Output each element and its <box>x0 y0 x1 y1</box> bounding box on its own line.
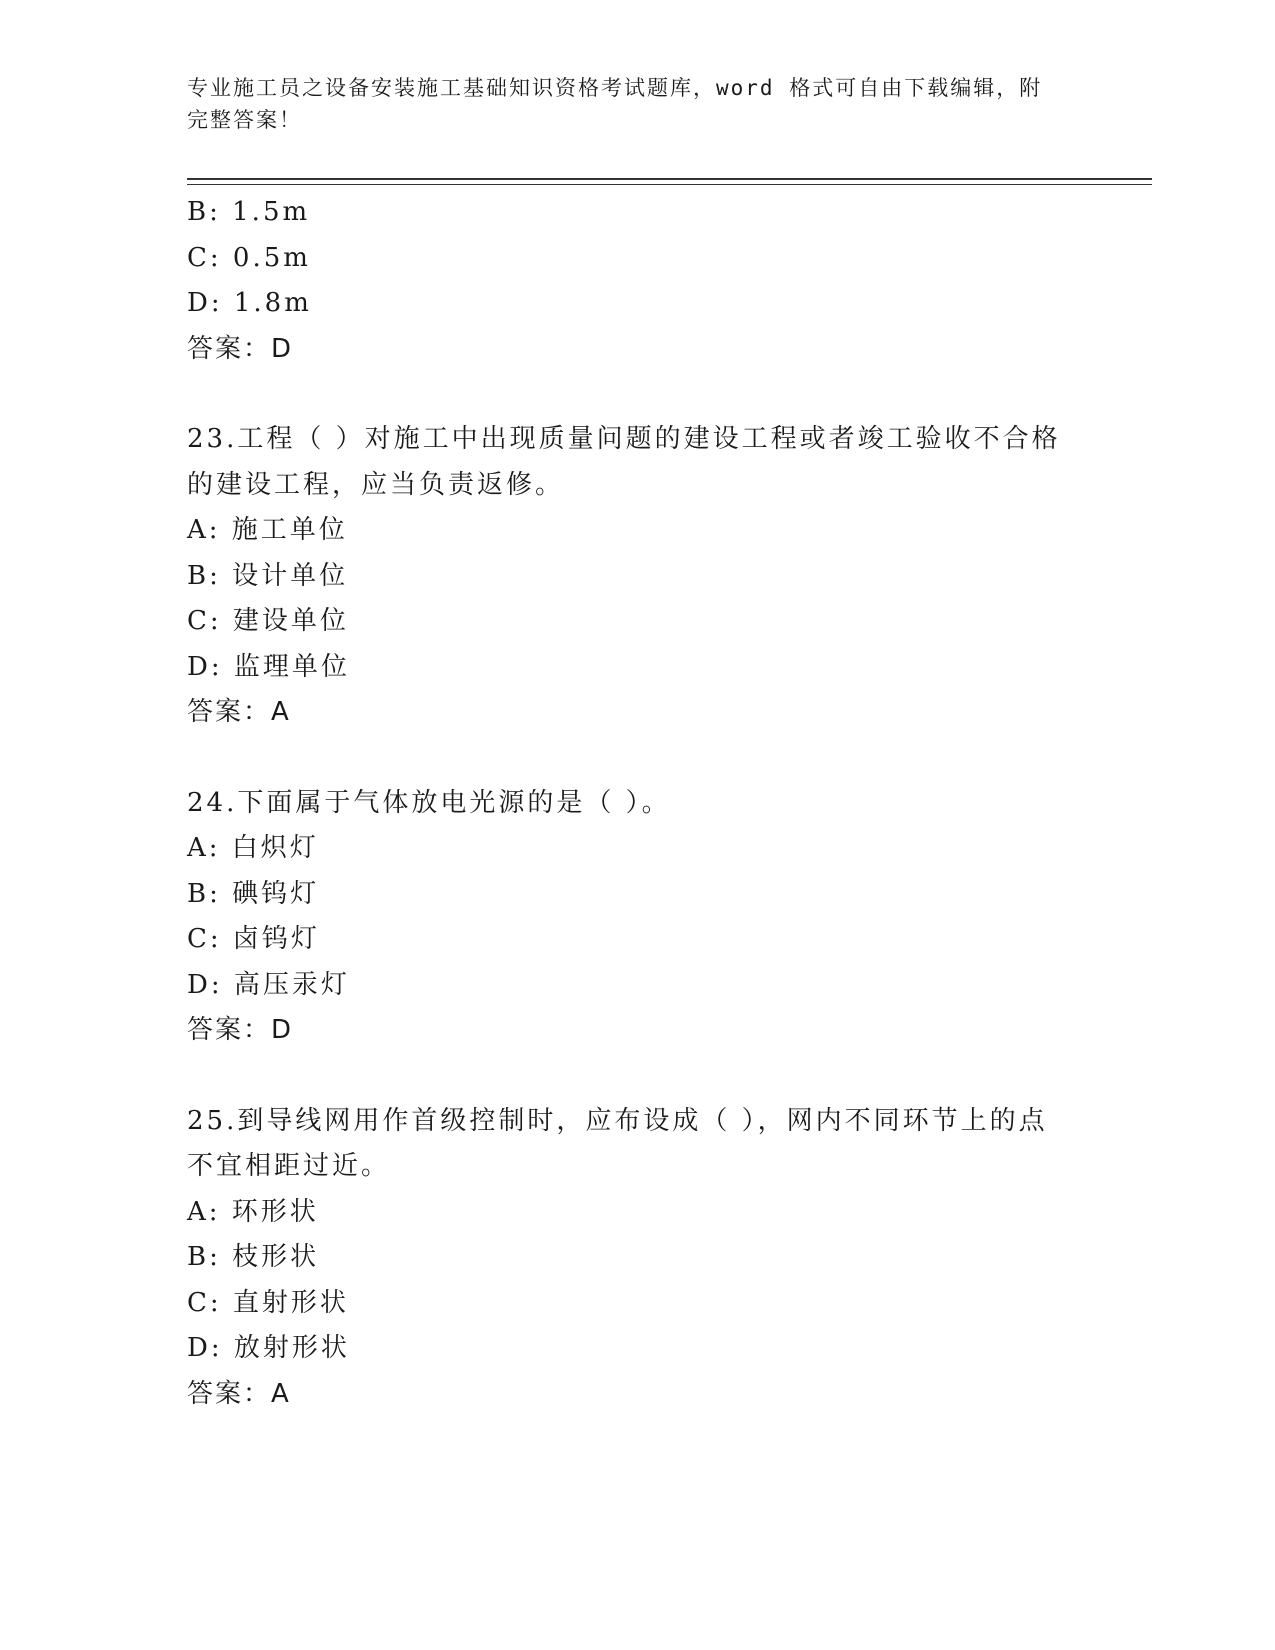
option-a: A: 环形状 <box>187 1196 319 1227</box>
prev-question-tail <box>187 190 1067 372</box>
answer-line: 答案：A <box>187 1378 291 1409</box>
option-b: B: 设计单位 <box>187 560 349 591</box>
option-a: A: 白炽灯 <box>187 833 319 863</box>
option-a: A: 施工单位 <box>187 515 348 545</box>
option-c: C: 卤钨灯 <box>187 924 320 954</box>
question-list <box>187 190 1067 1417</box>
option-b: B: 1.5m <box>187 197 311 227</box>
answer-line: 答案：D <box>187 1015 294 1045</box>
question-24 <box>187 781 1067 1054</box>
option-d: D: 监理单位 <box>187 651 350 682</box>
option-c: C: 建设单位 <box>187 606 349 636</box>
answer-line: 答案：D <box>187 333 294 364</box>
answer-line: 答案：A <box>187 697 291 727</box>
option-d: D: 高压汞灯 <box>187 969 350 1000</box>
header-divider <box>187 178 1152 185</box>
option-b: B: 枝形状 <box>187 1242 320 1272</box>
question-stem: 25.到导线网用作首级控制时，应布设成（ ），网内不同环节上的点不宜相距过近。 <box>187 1105 1048 1181</box>
question-25 <box>187 1099 1067 1418</box>
option-d: D: 放射形状 <box>187 1333 350 1363</box>
option-d: D: 1.8m <box>187 288 312 318</box>
option-c: C: 0.5m <box>187 242 311 273</box>
option-b: B: 碘钨灯 <box>187 878 320 909</box>
question-stem: 23.工程（ ）对施工中出现质量问题的建设工程或者竣工验收不合格的建设工程，应当负责返修。 <box>187 424 1061 500</box>
question-23 <box>187 417 1067 736</box>
question-stem: 24.下面属于气体放电光源的是（ ）。 <box>187 787 671 818</box>
document-header: 专业施工员之设备安装施工基础知识资格考试题库，word 格式可自由下载编辑，附完整答案！ <box>187 76 1043 132</box>
option-c: C: 直射形状 <box>187 1287 349 1318</box>
